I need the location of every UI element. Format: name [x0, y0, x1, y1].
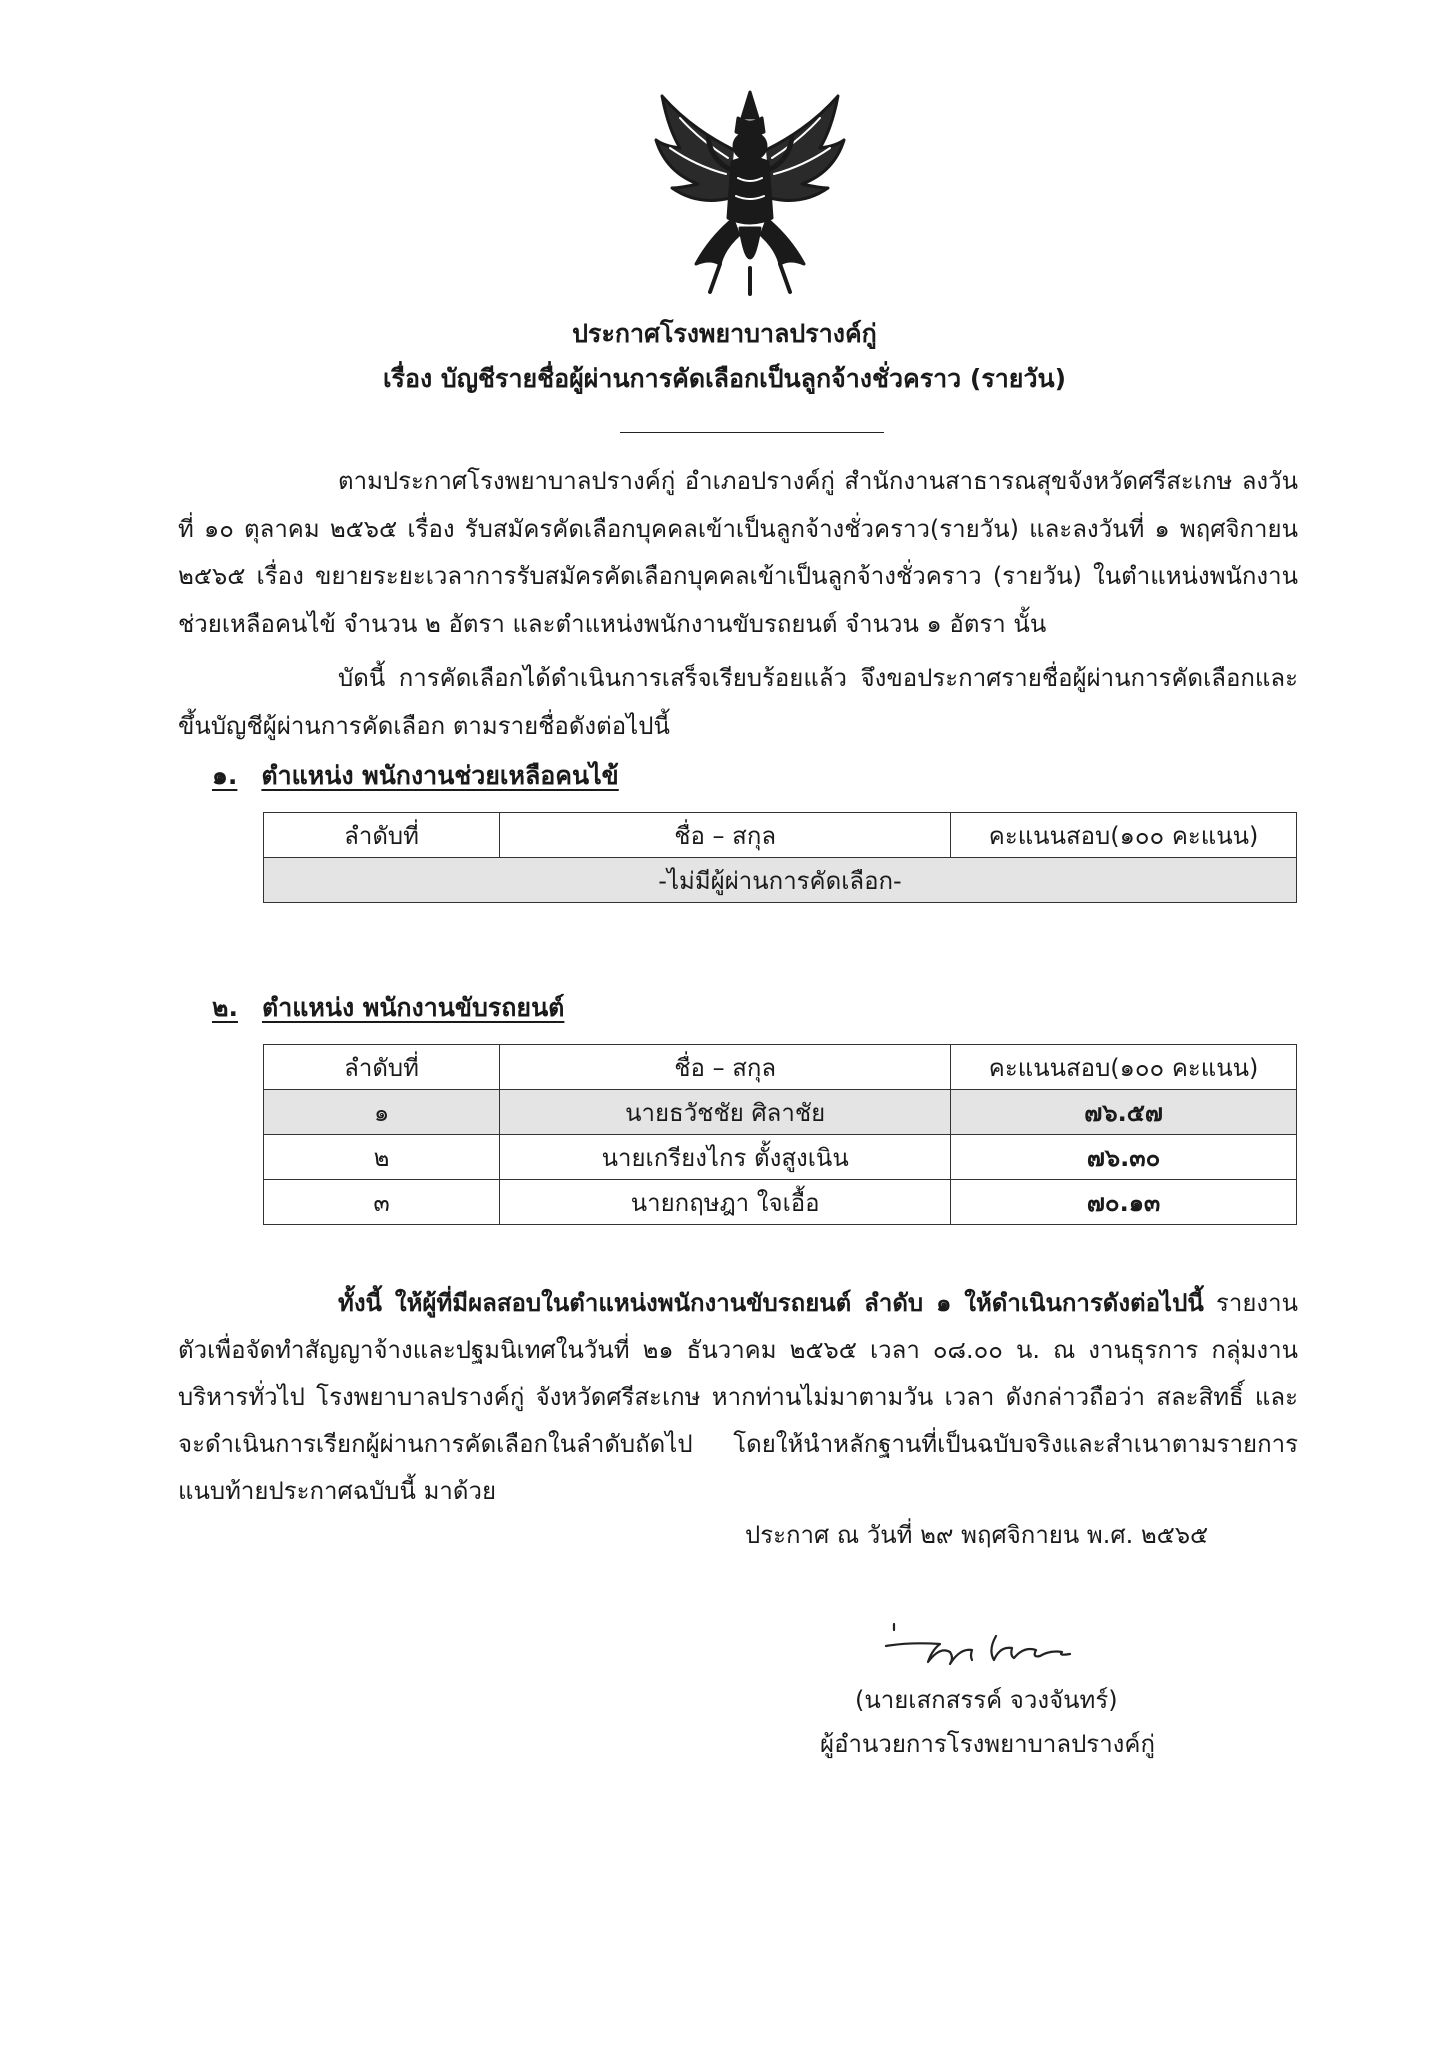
section1-table	[263, 812, 1297, 903]
rank-cell: ๑	[264, 1090, 500, 1135]
score-cell: ๗๐.๑๓	[951, 1180, 1297, 1225]
column-header-rank: ลำดับที่	[264, 1045, 500, 1090]
section2-heading	[212, 988, 564, 1028]
table-header-row	[264, 813, 1297, 858]
column-header-rank: ลำดับที่	[264, 813, 500, 858]
paragraph-closing-text	[178, 1280, 1298, 1515]
section2-number: ๒.	[212, 993, 238, 1022]
title-divider	[620, 432, 884, 433]
garuda-emblem-icon	[650, 88, 850, 298]
name-cell: นายธวัชชัย ศิลาชัย	[500, 1090, 951, 1135]
document-subject: เรื่อง บัญชีรายชื่อผู้ผ่านการคัดเลือกเป็นลูกจ้างชั่วคราว (รายวัน)	[382, 364, 1067, 393]
rank-cell: ๓	[264, 1180, 500, 1225]
paragraph-announcement	[178, 655, 1298, 750]
score-cell: ๗๖.๓๐	[951, 1135, 1297, 1180]
announce-date: ประกาศ ณ วันที่ ๒๙ พฤศจิกายน พ.ศ. ๒๕๖๕	[745, 1521, 1209, 1549]
document-title: ประกาศโรงพยาบาลปรางค์กู่	[572, 319, 877, 348]
signatory-title: ผู้อำนวยการโรงพยาบาลปรางค์กู่	[820, 1730, 1155, 1758]
table-row	[264, 1090, 1297, 1135]
empty-message: -ไม่มีผู้ผ่านการคัดเลือก-	[264, 858, 1297, 903]
rank-cell: ๒	[264, 1135, 500, 1180]
column-header-name: ชื่อ – สกุล	[500, 1045, 951, 1090]
signatory-name: (นายเสกสรรค์ จวงจันทร์)	[855, 1686, 1118, 1714]
column-header-score: คะแนนสอบ(๑๐๐ คะแนน)	[951, 1045, 1297, 1090]
paragraph-closing	[178, 1280, 1298, 1515]
name-cell: นายเกรียงไกร ตั้งสูงเนิน	[500, 1135, 951, 1180]
section1-title: ตำแหน่ง พนักงานช่วยเหลือคนไข้	[261, 761, 619, 790]
paragraph-intro	[178, 458, 1298, 648]
paragraph-announcement-text: บัดนี้ การคัดเลือกได้ดำเนินการเสร็จเรียบร้อยแล้ว จึงขอประกาศรายชื่อผู้ผ่านการคัดเลือกและขึ้นบัญชีผู้ผ่านการคัดเลือก ตามรายชื่อดังต่อไปนี้	[178, 664, 1298, 740]
handwritten-signature-icon	[880, 1606, 1120, 1676]
paragraph-intro-text: ตามประกาศโรงพยาบาลปรางค์กู่ อำเภอปรางค์กู่ สำนักงานสาธารณสุขจังหวัดศรีสะเกษ ลงวันที่ ๑๐ ตุลาคม ๒๕๖๕ เรื่อง รับสมัครคัดเลือกบุคคลเข้าเป็นลูกจ้างชั่วคราว(รายวัน) และลงวันที่ ๑ พฤศจิกายน ๒๕๖๕ เรื่อง ขยายระยะเวลาการรับสมัครคัดเลือกบุคคลเข้าเป็นลูกจ้างชั่วคราว (รายวัน) ในตำแหน่งพนักงานช่วยเหลือคนไข้ จำนวน ๒ อัตรา และตำแหน่งพนักงานขับรถยนต์ จำนวน ๑ อัตรา นั้น	[178, 467, 1298, 638]
table-row	[264, 1180, 1297, 1225]
section2-title: ตำแหน่ง พนักงานขับรถยนต์	[261, 993, 565, 1022]
section2-table	[263, 1044, 1297, 1225]
column-header-score: คะแนนสอบ(๑๐๐ คะแนน)	[951, 813, 1297, 858]
table-row	[264, 858, 1297, 903]
section1-heading	[212, 756, 619, 796]
table-header-row	[264, 1045, 1297, 1090]
table-row	[264, 1135, 1297, 1180]
closing-body: รายงานตัวเพื่อจัดทำสัญญาจ้างและปฐมนิเทศในวันที่ ๒๑ ธันวาคม ๒๕๖๕ เวลา ๐๘.๐๐ น. ณ งานธุรการ กลุ่มงานบริหารทั่วไป โรงพยาบาลปรางค์กู่ จังหวัดศรีสะเกษ หากท่านไม่มาตามวัน เวลา ดังกล่าวถือว่า สละสิทธิ์ และจะดำเนินการเรียกผู้ผ่านการคัดเลือกในลำดับถัดไป โดยให้นำหลักฐานที่เป็นฉบับจริงและสำเนาตามรายการแนบท้ายประกาศฉบับนี้ มาด้วย	[178, 1289, 1298, 1505]
closing-lead: ทั้งนี้ ให้ผู้ที่มีผลสอบในตำแหน่งพนักงานขับรถยนต์ ลำดับ ๑ ให้ดำเนินการดังต่อไปนี้	[338, 1289, 1204, 1317]
name-cell: นายกฤษฎา ใจเอื้อ	[500, 1180, 951, 1225]
section1-number: ๑.	[212, 761, 238, 790]
column-header-name: ชื่อ – สกุล	[500, 813, 951, 858]
score-cell: ๗๖.๕๗	[951, 1090, 1297, 1135]
